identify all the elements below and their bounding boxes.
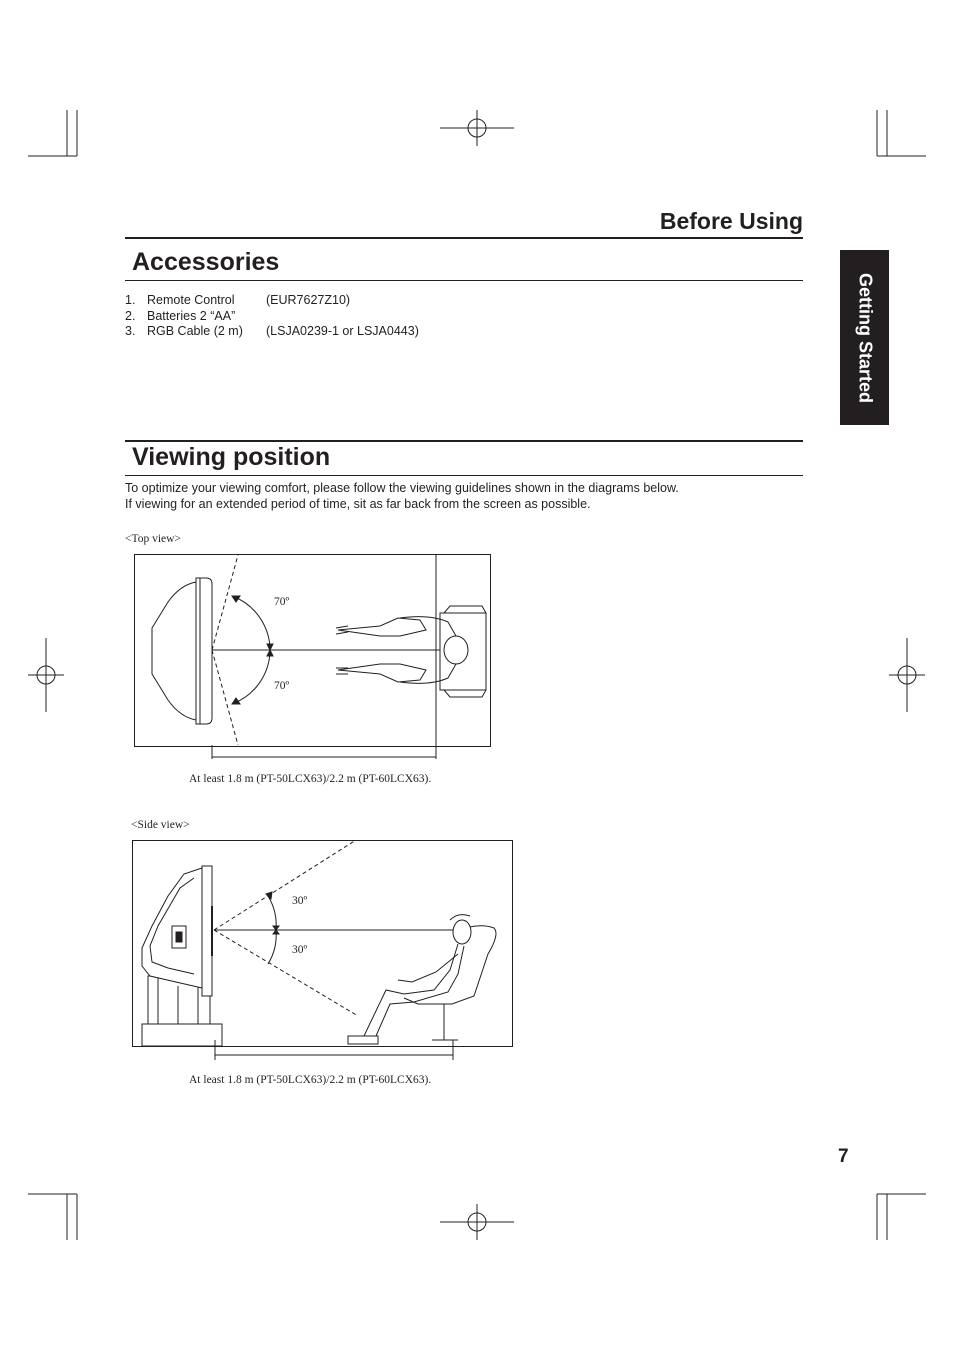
top-distance-dimension — [205, 745, 445, 765]
top-angle-upper: 70º — [274, 596, 290, 608]
side-angle-lower: 30º — [292, 944, 308, 956]
side-distance-dimension — [209, 1040, 461, 1064]
side-view-diagram — [128, 836, 518, 1066]
item-code: (EUR7627Z10) — [266, 293, 351, 307]
viewing-rule — [125, 475, 803, 476]
item-number: 3. — [125, 324, 136, 338]
viewing-top-rule — [125, 440, 803, 442]
viewing-title: Viewing position — [132, 443, 331, 471]
top-view-label: <Top view> — [125, 533, 181, 545]
top-angle-lower: 70º — [274, 680, 290, 692]
side-tab-label: Getting Started — [855, 272, 875, 403]
top-view-diagram — [130, 550, 495, 765]
item-number: 2. — [125, 308, 136, 323]
accessories-title: Accessories — [132, 248, 280, 276]
side-distance-caption: At least 1.8 m (PT-50LCX63)/2.2 m (PT-60LCX63). — [189, 1074, 432, 1086]
item-code: (LSJA0239-1 or LSJA0443) — [266, 324, 419, 338]
page-number: 7 — [838, 1146, 849, 1167]
side-view-label: <Side view> — [131, 819, 190, 831]
item-name: RGB Cable (2 m) — [147, 324, 243, 338]
side-angle-upper: 30º — [292, 895, 308, 907]
section-title: Before Using — [659, 208, 803, 234]
item-name: Batteries 2 “AA” — [147, 308, 236, 323]
viewing-intro — [125, 480, 679, 512]
accessories-rule — [125, 280, 803, 281]
intro-line: To optimize your viewing comfort, please follow the viewing guidelines shown in the diagrams below. — [125, 481, 679, 495]
item-number: 1. — [125, 293, 136, 307]
header-rule — [125, 237, 803, 239]
top-distance-caption: At least 1.8 m (PT-50LCX63)/2.2 m (PT-60LCX63). — [189, 773, 432, 785]
item-name: Remote Control — [147, 293, 235, 307]
side-tab — [840, 250, 889, 425]
intro-line: If viewing for an extended period of time, sit as far back from the screen as possible. — [125, 497, 591, 511]
